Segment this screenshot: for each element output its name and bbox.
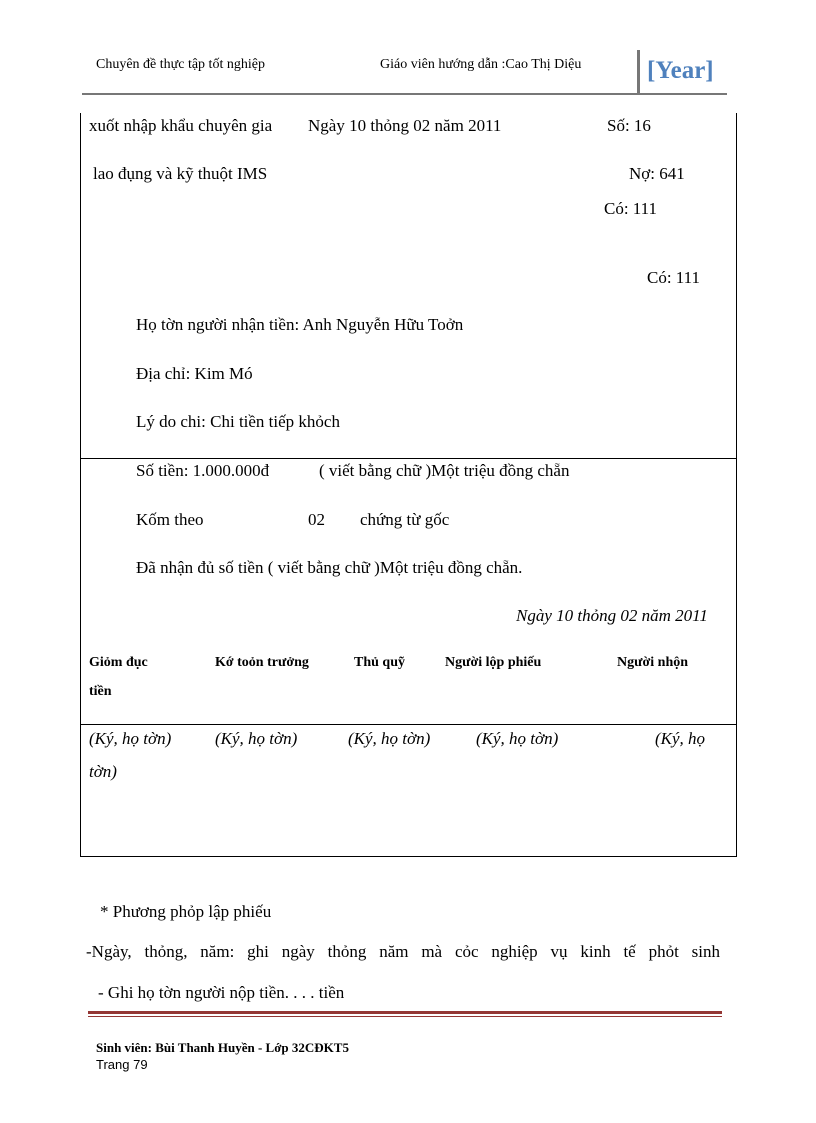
role-cashier: Thủ quỹ	[354, 655, 405, 670]
credit-account-2: Có: 111	[647, 268, 701, 287]
voucher-date: Ngày 10 thỏng 02 năm 2011	[308, 116, 502, 135]
header-year: [Year]	[647, 57, 714, 84]
role-director: Giỏm đục	[89, 655, 148, 670]
sign-label-director: (Ký, họ tờn)	[89, 729, 172, 748]
sign-label-cashier: (Ký, họ tờn)	[348, 729, 431, 748]
payment-reason: Lý do chi: Chi tiền tiếp khỏch	[136, 412, 340, 431]
footer-rule-thin	[88, 1016, 722, 1017]
form-divider-1	[80, 458, 737, 459]
amount-figure: Số tiền: 1.000.000đ	[136, 461, 270, 480]
method-heading: * Phương phỏp lập phiếu	[100, 902, 272, 921]
header-underline	[82, 93, 727, 95]
sign-label-chief-accountant: (Ký, họ tờn)	[215, 729, 298, 748]
company-line-1: xuốt nhập khẩu chuyên gia	[89, 116, 273, 135]
debit-account: Nợ: 641	[629, 164, 685, 183]
method-line-1: -Ngày, thỏng, năm: ghi ngày thỏng năm mà cỏc nghiệp vụ kinh tế phỏt sinh	[86, 942, 720, 961]
role-receiver: Người nhộn	[617, 655, 689, 670]
attached-docs: chứng từ gốc	[360, 510, 450, 529]
voucher-number: Số: 16	[607, 116, 651, 135]
attached-count: 02	[308, 510, 325, 529]
form-left-border	[80, 113, 81, 857]
role-chief-accountant: Kớ toỏn trưởng	[215, 655, 309, 670]
sign-label-receiver: (Ký, họ	[655, 729, 706, 748]
signed-date: Ngày 10 thỏng 02 năm 2011	[516, 606, 708, 625]
attached-label: Kốm theo	[136, 510, 204, 529]
footer-page: Trang 79	[96, 1057, 148, 1072]
form-bottom-border	[80, 856, 737, 857]
amount-words: ( viết bằng chữ )Một triệu đồng chẵn	[319, 461, 570, 480]
recipient-address: Địa chỉ: Kim Mó	[136, 364, 253, 383]
recipient-name: Họ tờn người nhận tiền: Anh Nguyễn Hữu Toởn	[136, 315, 464, 334]
role-receiver-wrap: tiền	[89, 684, 112, 699]
sign-label-receiver-wrap: tờn)	[89, 762, 117, 781]
credit-account-1: Có: 111	[604, 199, 658, 218]
form-divider-2	[80, 724, 737, 725]
method-line-2: - Ghi họ tờn người nộp tiền. . . . tiền	[98, 983, 345, 1002]
company-line-2: lao đụng và kỹ thuột IMS	[93, 164, 268, 183]
header-left: Chuyên đề thực tập tốt nghiệp	[96, 57, 265, 72]
sign-label-preparer: (Ký, họ tờn)	[476, 729, 559, 748]
received-statement: Đã nhận đủ số tiền ( viết bằng chữ )Một triệu đồng chẵn.	[136, 558, 523, 577]
header-year-divider	[637, 50, 640, 94]
form-right-border	[736, 113, 737, 857]
footer-rule-thick	[88, 1011, 722, 1014]
header-center: Giáo viên hướng dẫn :Cao Thị Diệu	[380, 57, 582, 72]
footer-student: Sinh viên: Bùi Thanh Huyền - Lớp 32CĐKT5	[96, 1040, 349, 1055]
role-preparer: Người lộp phiếu	[445, 655, 542, 670]
